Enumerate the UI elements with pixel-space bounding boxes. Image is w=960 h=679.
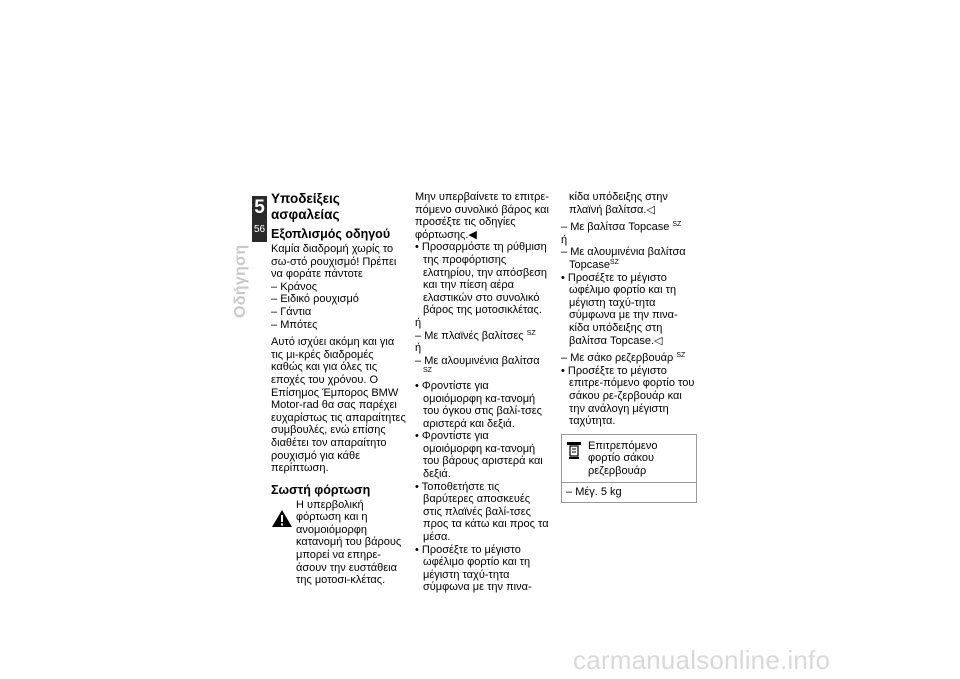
or-label: ή xyxy=(415,316,422,329)
or-label: ή xyxy=(415,342,422,355)
list-item: – Ειδικό ρουχισμό xyxy=(271,293,406,306)
chapter-number: 5 xyxy=(254,197,265,218)
bullet-item: • Φροντίστε για ομοιόμορφη κα-τανομή του βάρους αριστερά και δεξιά. xyxy=(415,430,550,480)
warning-block xyxy=(271,499,406,587)
bullet-item: • Φροντίστε για ομοιόμορφη κα-τανομή του όγκου στις βαλί-τσες αριστερά και δεξιά. xyxy=(415,380,550,430)
subsection-title: Σωστή φόρτωση xyxy=(271,482,371,497)
spec-box xyxy=(561,434,697,503)
list-item: – Γάντια xyxy=(271,306,406,319)
spec-title: Επιτρεπόμενο φορτίο σάκου ρεζερβουάρ xyxy=(588,439,658,477)
sz-superscript: SZ xyxy=(676,352,686,360)
list-item: – Με βαλίτσα Topcase $^{SZ}$ xyxy=(561,221,697,234)
chapter-label: Οδήγηση xyxy=(232,244,249,318)
column-3 xyxy=(561,191,697,503)
bullet-item: • Προσέξτε το μέγιστο επιτρε-πόμενο φορτίο του σάκου ρε-ζερβουάρ και την ανάλογη μέγιστη ταχύτητα. xyxy=(561,365,697,428)
list-item: – Με πλαϊνές βαλίτσες $^{SZ}$ xyxy=(415,330,550,343)
list-item: – Με σάκο ρεζερβουάρ $^{SZ}$ xyxy=(561,352,697,365)
body-paragraph: Μην υπερβαίνετε το επιτρε-πόμενο συνολικό βάρος και προσέξτε τις οδηγίες φόρτωσης.◀ xyxy=(415,191,549,241)
sz-superscript: SZ xyxy=(526,329,536,337)
subsection-title: Εξοπλισμός οδηγού xyxy=(271,227,391,241)
section-title: Υποδείξεις ασφαλείας xyxy=(271,191,340,222)
weight-icon xyxy=(566,440,582,460)
column-2 xyxy=(415,191,550,594)
bullet-item: • Προσέξτε το μέγιστο ωφέλιμο φορτίο και τη μέγιστη ταχύ-τητα σύμφωνα με την πινα- xyxy=(415,544,550,594)
column-1 xyxy=(271,191,406,587)
sz-superscript: SZ xyxy=(672,221,682,229)
or-label: ή xyxy=(561,233,568,246)
list-item: – Κράνος xyxy=(271,281,406,294)
spec-value: – Μέγ. 5 kg xyxy=(566,486,692,499)
sz-superscript: SZ xyxy=(609,258,619,266)
continuation-text: κίδα υπόδειξης στην πλαϊνή βαλίτσα.◁ xyxy=(569,191,668,216)
intro-paragraph: Καμία διαδρομή χωρίς το σω-στό ρουχισμό! Πρέπει να φοράτε πάντοτε xyxy=(271,243,397,281)
body-paragraph: Αυτό ισχύει ακόμη και για τις μι-κρές διαδρομές καθώς και για όλες τις εποχές του χρόνου. Ο Επίσημος Έμπορος BMW Motor-rad θα σας παρέχει ευχαρίστως τις απαραίτητες συμβουλές, ενώ επίσης διαθέτει τον απαραίτητο ρουχισμό για κάθε περίπτωση. xyxy=(271,336,406,475)
bullet-item: • Προσαρμόστε τη ρύθμιση της προφόρτισης ελατηρίου, την απόσβεση και την πίεση αέρα ελαστικών στο συνολικό βάρος της μοτοσικλέτας. xyxy=(415,241,550,317)
list-item: – Με αλουμινένια βαλίτσα Topcase$^{SZ}$ xyxy=(561,246,697,271)
bullet-item: • Τοποθετήστε τις βαρύτερες αποσκευές στις πλαϊνές βαλί-τσες προς τα κάτω και προς τα μέσα. xyxy=(415,481,550,544)
list-item: – Με αλουμινένια βαλίτσα $^{SZ}$ xyxy=(415,355,550,380)
list-item: – Μπότες xyxy=(271,319,406,332)
warning-icon xyxy=(271,509,293,528)
watermark: carmanualsonline.info xyxy=(573,645,831,675)
sz-superscript: SZ xyxy=(423,367,432,375)
warning-text: Η υπερβολική φόρτωση και η ανομοιόμορφη κατανομή του βάρους μπορεί να επηρε-άσουν την ευστάθεια της μοτοσι-κλέτας. xyxy=(296,498,402,587)
page-number: 56 xyxy=(253,224,266,235)
bullet-item: • Προσέξτε το μέγιστο ωφέλιμο φορτίο και τη μέγιστη ταχύ-τητα σύμφωνα με την πινα-κίδα υπόδειξης στη βαλίτσα Topcase.◁ xyxy=(561,272,697,348)
